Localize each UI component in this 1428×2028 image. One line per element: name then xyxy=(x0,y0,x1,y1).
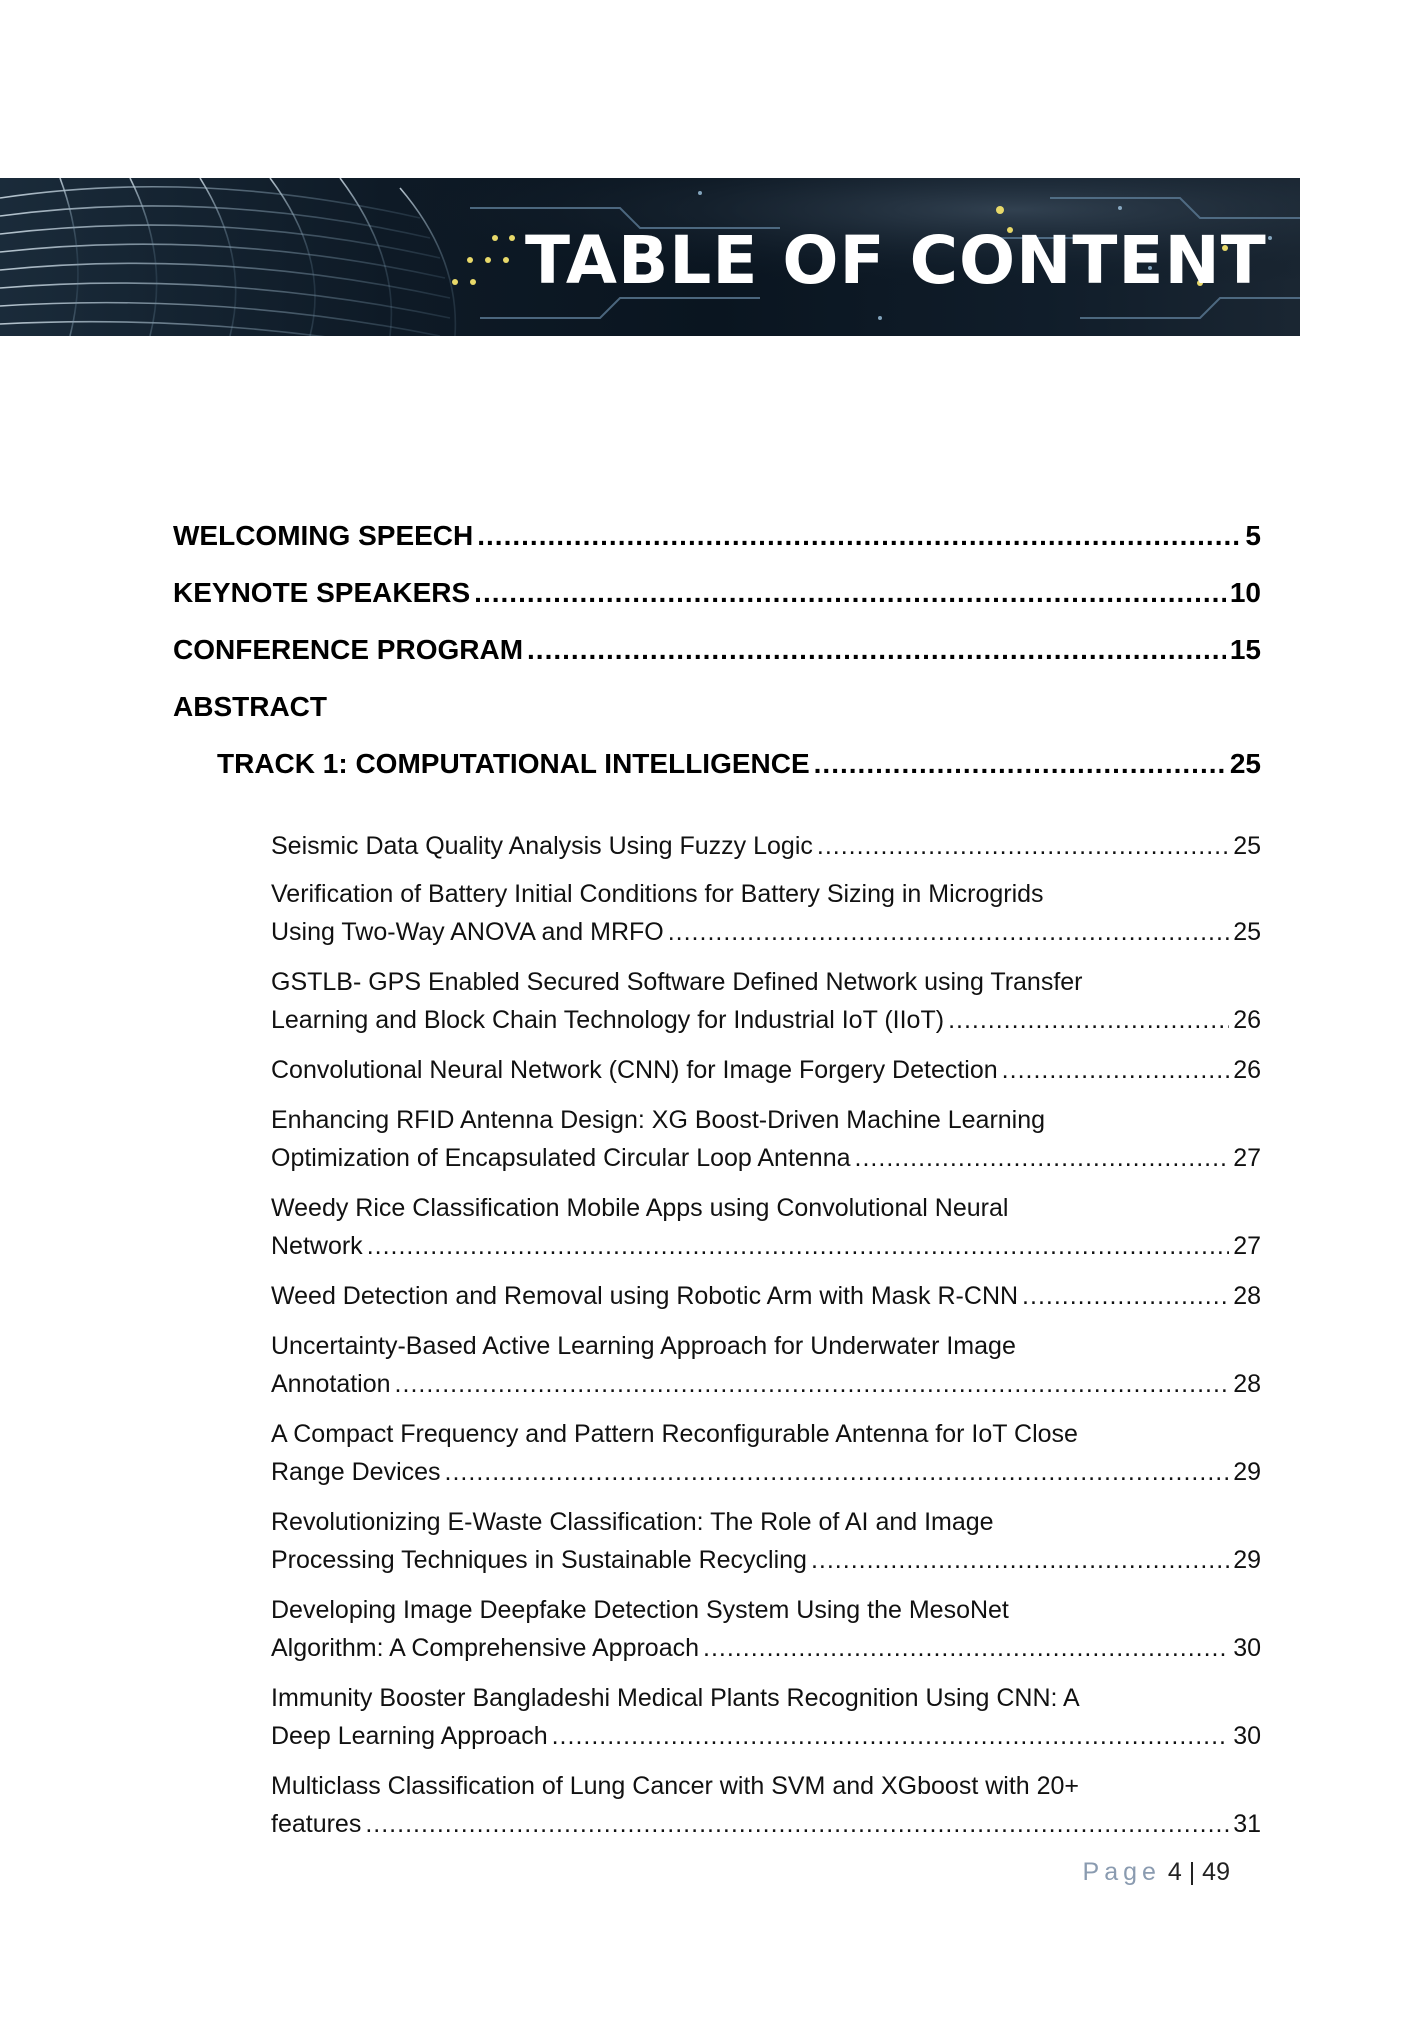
toc-entry-title: WELCOMING SPEECH xyxy=(173,520,474,551)
toc-entry-title-line2: Processing Techniques in Sustainable Recycling xyxy=(271,1546,807,1574)
toc-entry[interactable] xyxy=(271,1056,1261,1085)
toc-entry-title-line2: Network xyxy=(271,1232,363,1260)
toc-entry-title-line1: Multiclass Classification of Lung Cancer with SVM and XGboost with 20+ xyxy=(271,1772,1080,1800)
toc-entry-title-line1: Developing Image Deepfake Detection System Using the MesoNet xyxy=(271,1596,1009,1624)
page-footer xyxy=(1000,1858,1230,1887)
toc-leader-dots xyxy=(1002,1056,1230,1085)
toc-entry-title-line1: Uncertainty-Based Active Learning Approach for Underwater Image xyxy=(271,1332,1016,1360)
toc-track-heading[interactable] xyxy=(217,748,1261,780)
footer-page-label: Page xyxy=(1082,1858,1161,1886)
toc-leader-dots xyxy=(477,520,1241,552)
toc-entry-title-line1: Weedy Rice Classification Mobile Apps using Convolutional Neural xyxy=(271,1194,1009,1222)
toc-entry[interactable] xyxy=(271,1370,1261,1399)
toc-leader-dots xyxy=(474,577,1226,609)
toc-entry-title-line2: features xyxy=(271,1810,362,1838)
toc-leader-dots xyxy=(1022,1282,1229,1311)
toc-leader-dots xyxy=(811,1546,1229,1575)
toc-entry-title: Convolutional Neural Network (CNN) for Image Forgery Detection xyxy=(271,1056,998,1084)
toc-leader-dots xyxy=(817,832,1229,861)
toc-major-entry-keynote-speakers[interactable] xyxy=(173,577,1261,609)
toc-page-number: 29 xyxy=(1233,1458,1261,1486)
toc-page-number: 5 xyxy=(1245,520,1261,551)
toc-entry[interactable] xyxy=(271,1546,1261,1575)
toc-entry[interactable] xyxy=(271,1634,1261,1663)
toc-leader-dots xyxy=(365,1810,1229,1839)
toc-page-number: 10 xyxy=(1229,577,1261,608)
toc-major-entry-conference-program[interactable] xyxy=(173,634,1261,666)
toc-entry[interactable] xyxy=(271,1458,1261,1487)
toc-leader-dots xyxy=(948,1006,1229,1035)
toc-entry-title-line2: Optimization of Encapsulated Circular Loop Antenna xyxy=(271,1144,851,1172)
toc-page-number: 30 xyxy=(1233,1634,1261,1662)
toc-entry-title-line1: Enhancing RFID Antenna Design: XG Boost-Driven Machine Learning xyxy=(271,1106,1046,1134)
toc-page-number: 25 xyxy=(1233,832,1261,860)
toc-page-number: 25 xyxy=(1229,748,1261,779)
toc-entry-title-line1: A Compact Frequency and Pattern Reconfigurable Antenna for IoT Close xyxy=(271,1420,1078,1448)
toc-page-number: 25 xyxy=(1233,918,1261,946)
toc-leader-dots xyxy=(703,1634,1229,1663)
toc-entry[interactable] xyxy=(271,918,1261,947)
toc-leader-dots xyxy=(527,634,1226,666)
toc-entry[interactable] xyxy=(271,1144,1261,1173)
toc-entry-title-line2: Algorithm: A Comprehensive Approach xyxy=(271,1634,700,1662)
toc-entry[interactable] xyxy=(271,832,1261,861)
toc-page-number: 26 xyxy=(1233,1006,1261,1034)
footer-page-number: 4 | 49 xyxy=(1167,1858,1230,1886)
toc-leader-dots xyxy=(367,1232,1230,1261)
toc-page-number: 27 xyxy=(1233,1232,1261,1260)
toc-entry-title-line2: Learning and Block Chain Technology for Industrial IoT (IIoT) xyxy=(271,1006,945,1034)
toc-leader-dots xyxy=(855,1144,1230,1173)
toc-page-number: 28 xyxy=(1233,1370,1261,1398)
toc-page-number: 30 xyxy=(1233,1722,1261,1750)
toc-entry-title: Weed Detection and Removal using Robotic Arm with Mask R-CNN xyxy=(271,1282,1019,1310)
toc-entry[interactable] xyxy=(271,1810,1261,1839)
toc-leader-dots xyxy=(395,1370,1230,1399)
toc-major-entry-abstract[interactable] xyxy=(173,691,1261,723)
toc-page-number: 31 xyxy=(1233,1810,1261,1838)
toc-entry[interactable] xyxy=(271,1232,1261,1261)
toc-entry-title-line2: Using Two-Way ANOVA and MRFO xyxy=(271,918,664,946)
toc-entry[interactable] xyxy=(271,1006,1261,1035)
toc-entry-title: KEYNOTE SPEAKERS xyxy=(173,577,471,608)
toc-page-number: 28 xyxy=(1233,1282,1261,1310)
toc-leader-dots xyxy=(445,1458,1230,1487)
toc-entry-title-line2: Deep Learning Approach xyxy=(271,1722,548,1750)
toc-page-number: 26 xyxy=(1233,1056,1261,1084)
toc-entry-title: CONFERENCE PROGRAM xyxy=(173,634,524,665)
toc-entry-title: Seismic Data Quality Analysis Using Fuzzy Logic xyxy=(271,832,813,860)
toc-major-entry-welcoming-speech[interactable] xyxy=(173,520,1261,552)
toc-entry-title: ABSTRACT xyxy=(173,691,327,722)
header-banner xyxy=(0,178,1300,336)
toc-entry-title: TRACK 1: COMPUTATIONAL INTELLIGENCE xyxy=(217,748,810,779)
toc-entry-title-line1: Verification of Battery Initial Conditions for Battery Sizing in Microgrids xyxy=(271,880,1044,908)
toc-leader-dots xyxy=(814,748,1226,780)
toc-entry-title-line1: Immunity Booster Bangladeshi Medical Plants Recognition Using CNN: A xyxy=(271,1684,1080,1712)
toc-page-number: 15 xyxy=(1229,634,1261,665)
toc-entry[interactable] xyxy=(271,1282,1261,1311)
toc-entry[interactable] xyxy=(271,1722,1261,1751)
toc-leader-dots xyxy=(552,1722,1230,1751)
toc-entry-title-line2: Annotation xyxy=(271,1370,391,1398)
banner-title: TABLE OF CONTENT xyxy=(525,222,1267,299)
toc-page-number: 27 xyxy=(1233,1144,1261,1172)
toc-entry-title-line1: Revolutionizing E-Waste Classification: The Role of AI and Image xyxy=(271,1508,994,1536)
toc-entry-title-line1: GSTLB- GPS Enabled Secured Software Defined Network using Transfer xyxy=(271,968,1083,996)
toc-page-number: 29 xyxy=(1233,1546,1261,1574)
toc-leader-dots xyxy=(668,918,1229,947)
toc-entry-title-line2: Range Devices xyxy=(271,1458,441,1486)
